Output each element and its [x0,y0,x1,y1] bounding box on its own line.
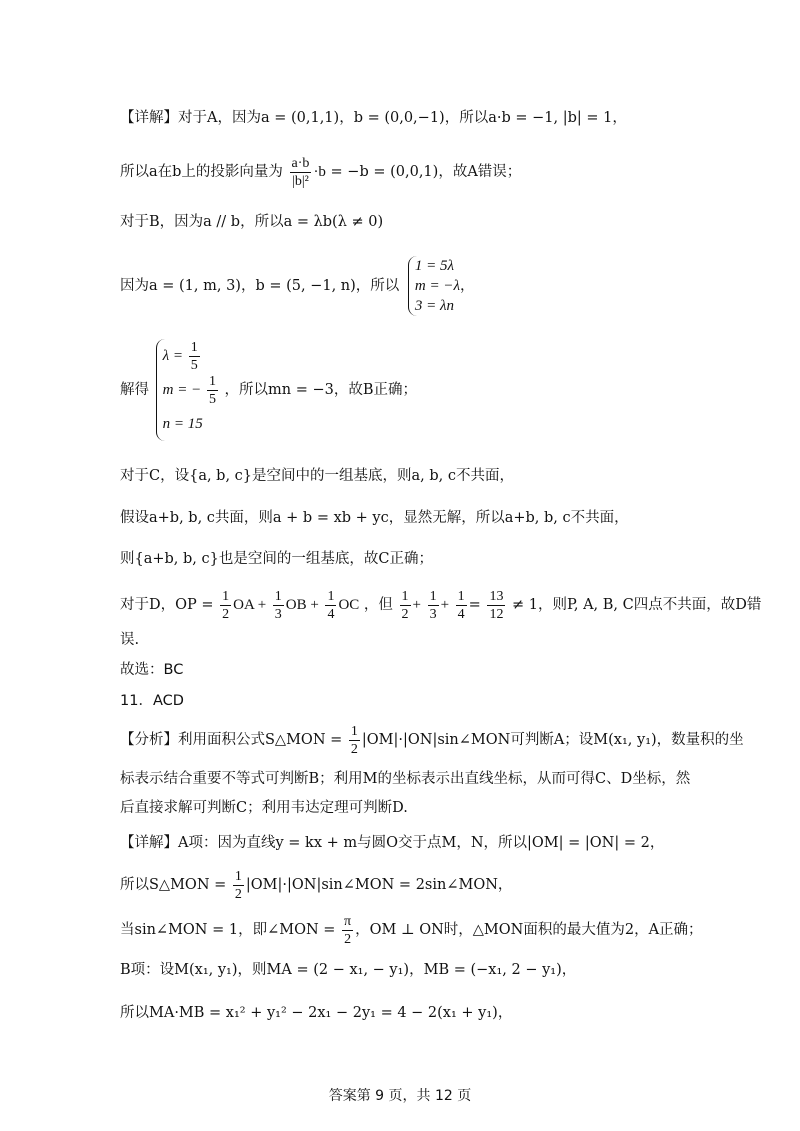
detail-line-b2: 因为a = (1, m, 3)，b = (5, −1, n)，所以 1 = 5λ m = −λ 3 = λn ， [120,258,475,314]
detail-line-b1: 对于B，因为a // b，所以a = λb(λ ≠ 0) [120,214,384,230]
detail-line-d: 对于D，OP = $\frac{1}{2}$ OA + $\frac{1}{3}$ OB + $\frac{1}{4}$ OC ，但 $\frac{1}{2}$ + $\frac{1}{3}$ + $\frac{1}{4}$ = $\frac{13}{12}$ ≠ 1，则P, A, B, C四点不共面，故D错 [120,588,762,622]
detail-line-c1: 对于C，设{a, b, c}是空间中的一组基底，则a, b, c不共面， [120,468,515,484]
question-number: 11．ACD [120,693,184,709]
projection-fraction: $\frac{a\cdot b}{\text{|b|²}}$ [291,155,310,189]
projection-line: 所以a在b上的投影向量为 $\frac{a\cdot b}{\text{|b|²}}$ ·b = −b = (0,0,1)，故A错误； [120,155,522,189]
detail-b-line-2: 所以MA·MB = x₁² + y₁² − 2x₁ − 2y₁ = 4 − 2(x₁ + y₁)， [120,1005,513,1021]
answer-line: 故选：BC [120,662,184,678]
solution-line: 解得 λ = $\frac{1}{5}$ m = − $\frac{1}{5}$ n = 15 ，所以mn = −3，故B正确； [120,335,417,445]
detail-a-line-1: 【详解】A项：因为直线y = kx + m与圆O交于点M，N，所以|OM| = |ON| = 2， [120,835,665,851]
detail-line-d-cont: 误. [120,632,140,648]
analysis-line-3: 后直接求解可判断C；利用韦达定理可判断D. [120,800,408,816]
analysis-line-1: 【分析】利用面积公式S△MON = $\frac{1}{2}$ |OM|·|ON|sin∠MON可判断A；设M(x₁, y₁)，数量积的坐 [120,723,744,757]
analysis-line-2: 标表示结合重要不等式可判断B；利用M的坐标表示出直线坐标，从而可得C、D坐标，然 [120,771,691,787]
detail-a-line-2: 所以S△MON = $\frac{1}{2}$ |OM|·|ON|sin∠MON = 2sin∠MON， [120,868,513,902]
equation-system-1: 1 = 5λ m = −λ 3 = λn [408,256,460,316]
detail-a-line-3: 当sin∠MON = 1，即∠MON = $\frac{\pi}{2}$ ，OM ⊥ ON时，△MON面积的最大值为2，A正确； [120,913,703,947]
solution-system: λ = $\frac{1}{5}$ m = − $\frac{1}{5}$ n = 15 [156,339,220,441]
page-footer: 答案第 9 页，共 12 页 [328,1088,472,1104]
detail-line-c2: 假设a+b, b, c共面，则a + b = xb + yc，显然无解，所以a+b, b, c不共面， [120,510,629,526]
detail-b-line-1: B项：设M(x₁, y₁)，则MA = (2 − x₁, − y₁)，MB = (−x₁, 2 − y₁)， [120,962,577,978]
detail-line-c3: 则{a+b, b, c}也是空间的一组基底，故C正确； [120,551,433,567]
detail-line-a: 【详解】对于A，因为a = (0,1,1)，b = (0,0,−1)，所以a·b = −1, |b| = 1， [120,110,627,126]
